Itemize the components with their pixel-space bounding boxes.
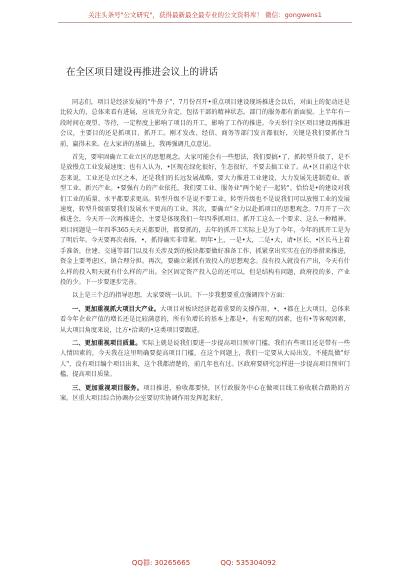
qq-number: QQ: 535304092 <box>220 559 277 567</box>
section-heading: 一、更加重视抓大项目大产业。 <box>72 305 161 313</box>
top-banner <box>58 8 352 23</box>
paragraph-heading: 三、更加重视项目服务。项目推进、验收都要快，区行政服务中心在做项目线工验收联合踏勘的方案。区重大项目综合协调办公室要切实协调作用发挥起来好， <box>60 384 350 402</box>
paragraph: 首先，要牢固确立工业立区的思想观念。大家可能会有一些想法，我们要搞•了，抓转型升级了，是不是放慢点工业发展速度；也有人认为，•区现在绿化很好，生态很好，不要去搞工业了。从•区目前这个状态来说，工业还是立区之本，还是我们的长远发展战略，要大力推进工业建设，大力发展先进制造业、新型工业、新兴产业。•要强有力的产业依托，我们要工业、服务业"两个轮子一起转"。恰恰是•的建设对我们工业的质量、水平都要求更高。转型升级不是说不要工业，转型升级也不是说我们可以放慢工业的发展速度，转型升级需要我们发展水平更高的工业。其次，要确立"全力以赴抓项目的思想观念。7月开了一次推进会，今天开一次再推进会，主要是体现我们一年四季抓项目、抓开工这么一个要求、这么一种精神。项目问题是一年四季365天天天都要讲，都要抓的，去年的抓开工实际上是为了今年，今年的抓开工是为了明后年。今天要再次表扬，•，抓得确实非常紧。明年•上，一是•大，二是•大，请•区长、•区长马上着手准备，住建、交通等部门以及有关涉及到的板块都要做好准备工作，抓紧拿出实实在在的举措来推进，资金上要考虑区，镇合理分担。再次，要确立紧抓有效投入的思想观念。没有投入就没有产出，今天有什么样的投入明天就有什么样的产出。全区固定资产投入总的还可以，但是结构有问题，政府投的多，产业投的少。下一步要逐步完善。 <box>60 154 350 286</box>
paragraph-heading: 二、更加重视项目质量。实际上就是说我们要进一步提高项目预审门槛。我们有些项目还是带有一些人情因素的，今天我在这里明确要提高项目门槛，在这个问题上，我们一定要从大局出发，不能乱做"好人"，没有项目编个项目出来，这个我都清楚的，前几年也有过。区政府要研究怎样进一步提高项目预审门槛，提高项目质量。 <box>60 339 350 379</box>
section-heading: 三、更加重视项目服务。 <box>72 384 144 392</box>
section-heading: 二、更加重视项目质量。 <box>72 339 142 347</box>
footer <box>0 556 408 570</box>
paragraph-heading: 一、更加重视抓大项目大产业。大项目对板块经济起着重要的支撑作用，•、•都在上大项目，总体来看今年企业产值的增长还是比较满意的，所有负增长的基本上都是•，有宏观的因素，也有•等客观因素，从大项目角度来说，比方•洽谈的•这类项目要跟进。 <box>60 305 350 334</box>
qq-group: QQ群: 30265665 <box>131 559 191 567</box>
banner-text: 关注头条号"公文研究"，获得最新最全最专业的公文资料库！ 微信：gongwens1 <box>88 11 322 19</box>
paragraph: 同志们，项目是经济发展的"牛鼻子"，7月份召开•重点项目建设现场推进会以后，对面上的促动还是比较大的，总体来看有进展，应该充分肯定，包括干部的精神状态。部门的服务都有新面貌。上半年有一段时间在观望、等待，一定程度上影响了项目的开工，影响了工作的推进。今天举行全区项目建设再推进会议，主要目的还是抓项目、抓开工。刚才发改、经信、商务等部门发言都很好，关键是我们要抓住当前，赢得未来。在大家讲的基础上，我再强调几点意见。 <box>60 99 350 148</box>
paragraph: 以上是三个总的指导思想，大家要统一认识。下一步我想要重点强调四个方面： <box>72 292 289 300</box>
document-body <box>60 98 350 548</box>
document-title: 在全区项目建设再推进会议上的讲话 <box>66 67 219 78</box>
